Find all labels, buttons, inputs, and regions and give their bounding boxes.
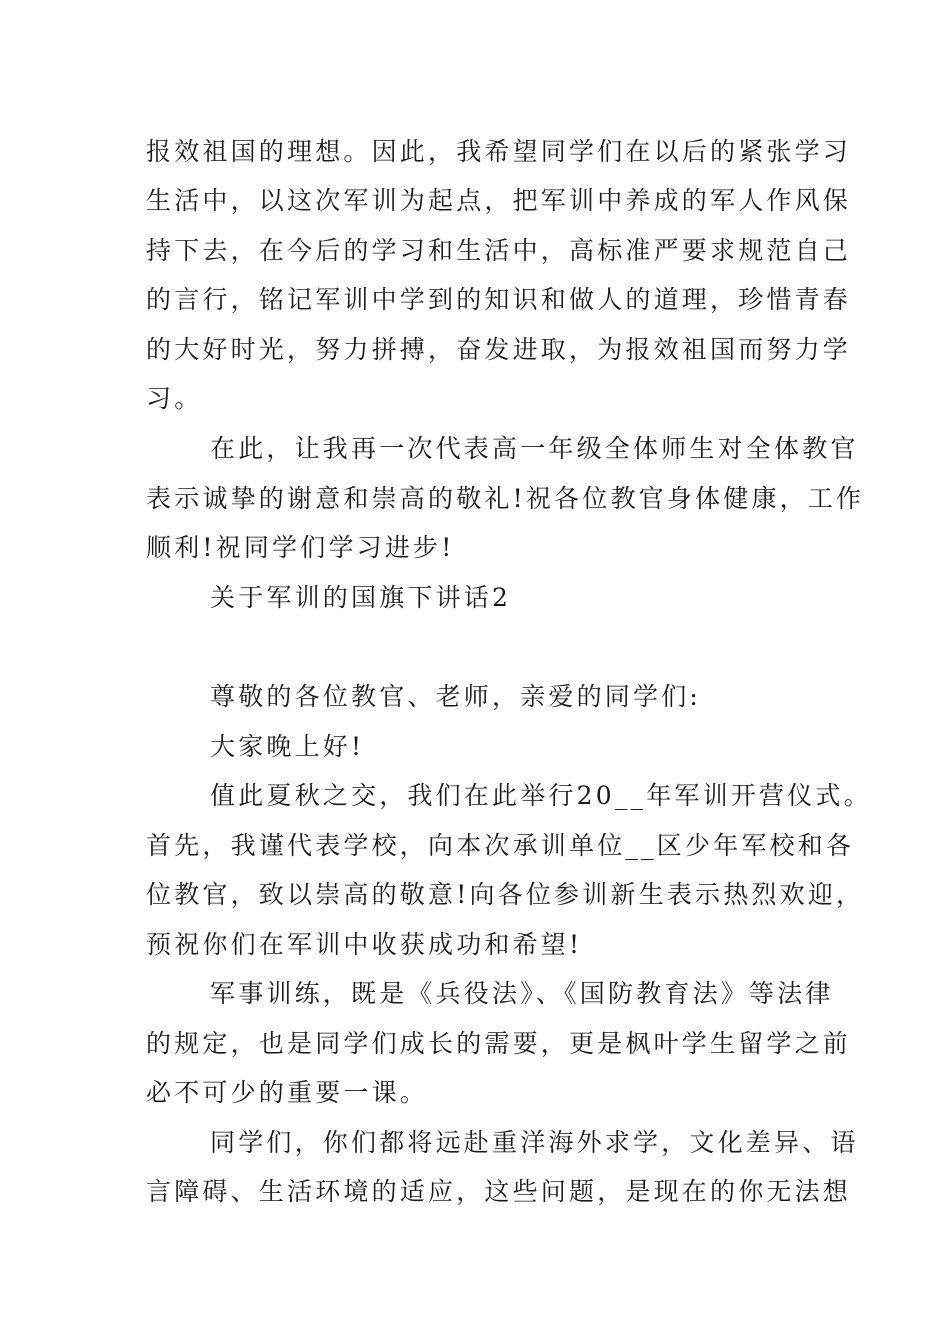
- text-line: 值此夏秋之交，我们在此举行20__年军训开营仪式。: [210, 781, 872, 810]
- text-line: 的大好时光，努力拼搏，奋发进取，为报效祖国而努力学: [146, 335, 852, 364]
- text-line: 表示诚挚的谢意和崇高的敬礼!祝各位教官身体健康，工作: [146, 484, 865, 513]
- salutation: 尊敬的各位教官、老师，亲爱的同学们:: [210, 682, 702, 711]
- text-line: 的言行，铭记军训中学到的知识和做人的道理，珍惜青春: [146, 285, 852, 314]
- text-line: 在此，让我再一次代表高一年级全体师生对全体教官: [210, 434, 859, 463]
- text-line: 言障碍、生活环境的适应，这些问题，是现在的你无法想: [146, 1177, 852, 1206]
- text-line: 持下去，在今后的学习和生活中，高标准严要求规范自己: [146, 236, 852, 265]
- greeting: 大家晚上好!: [210, 732, 365, 761]
- text-line: 必不可少的重要一课。: [146, 1078, 429, 1107]
- text-line: 顺利!祝同学们学习进步!: [146, 533, 455, 562]
- text-line: 首先，我谨代表学校，向本次承训单位__区少年军校和各: [146, 831, 855, 860]
- text-line: 预祝你们在军训中收获成功和希望!: [146, 930, 583, 959]
- text-line: 习。: [146, 384, 203, 413]
- section-heading: 关于军训的国旗下讲话2: [210, 583, 512, 612]
- text-line: 同学们，你们都将远赴重洋海外求学，文化差异、语: [210, 1128, 859, 1157]
- text-line: 报效祖国的理想。因此，我希望同学们在以后的紧张学习: [146, 137, 852, 166]
- text-line: 军事训练，既是《兵役法》、《国防教育法》等法律: [210, 979, 834, 1008]
- text-line: 的规定，也是同学们成长的需要，更是枫叶学生留学之前: [146, 1029, 852, 1058]
- text-line: 生活中，以这次军训为起点，把军训中养成的军人作风保: [146, 186, 852, 215]
- text-line: 位教官，致以崇高的敬意!向各位参训新生表示热烈欢迎，: [146, 880, 865, 909]
